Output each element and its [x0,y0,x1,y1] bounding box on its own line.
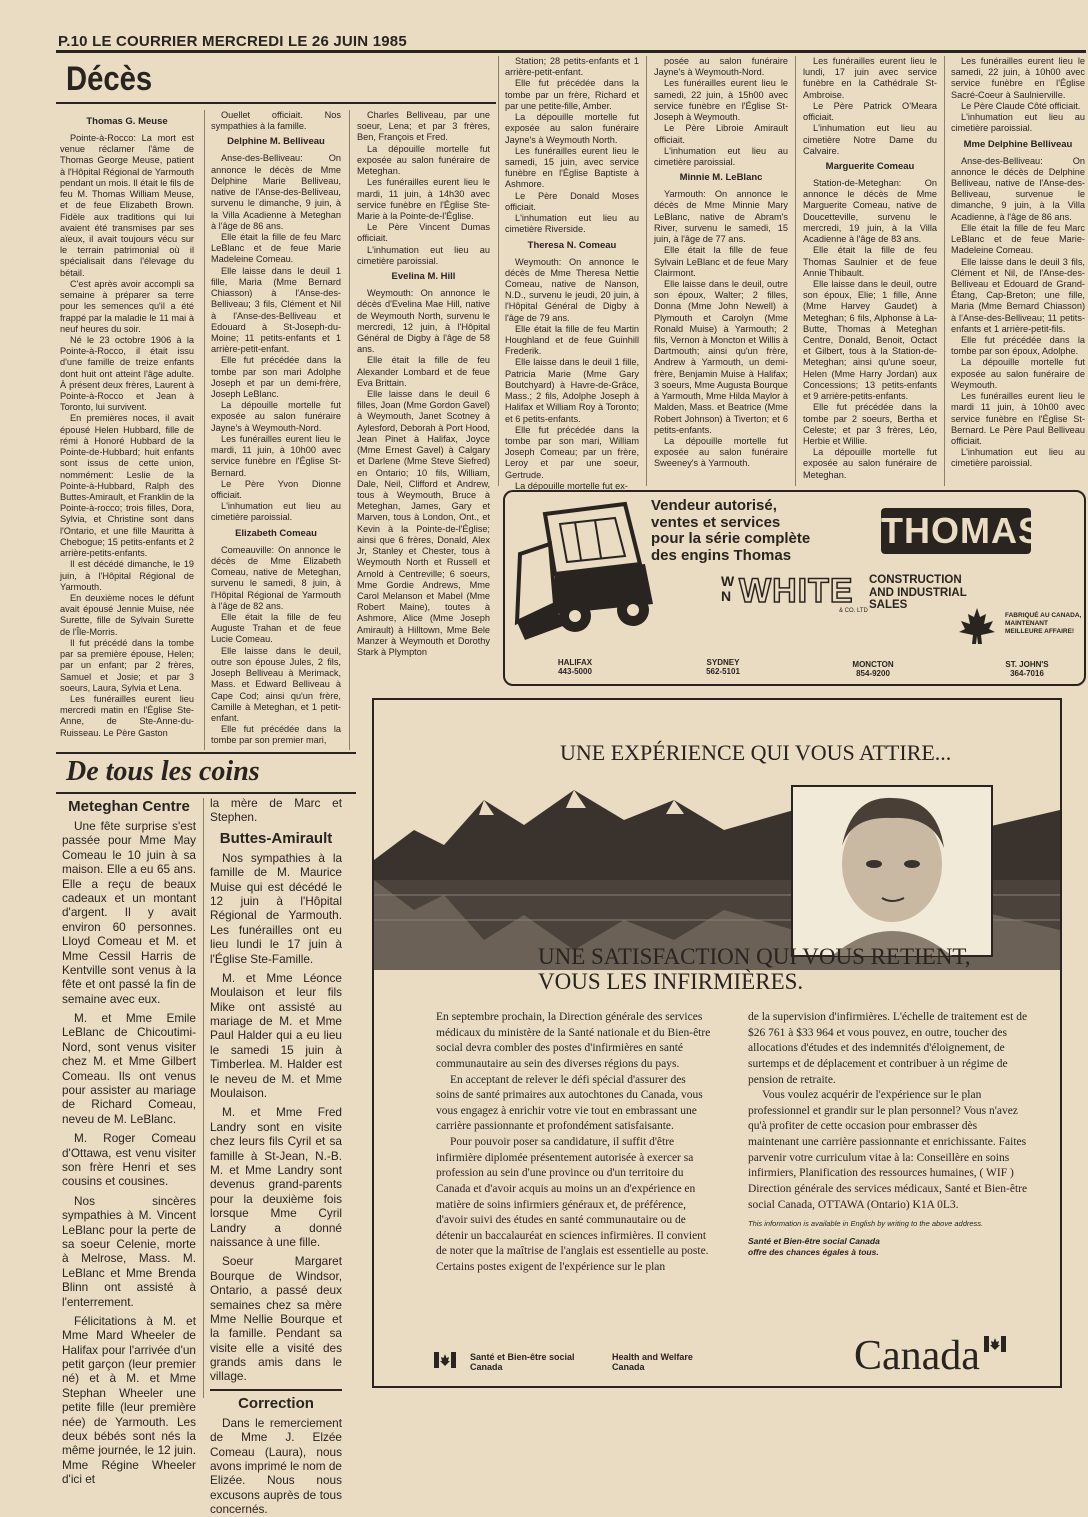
paragraph: L'inhumation eut lieu au cimetière Notre Dame du Calvaire. [803,123,937,156]
white-tagline [869,574,967,612]
city-sydney [683,658,763,676]
paragraph: Elle était la fille de feu Marc LeBlanc et de feue Marie-Madeleine Comeau. [951,222,1085,256]
paragraph: Le Père Claude Côté officiait. [961,100,1081,111]
signature-line: Canada [612,1362,645,1373]
paragraph: Les funérailles eurent lieu le mardi 11 juin, à 10h00 avec service funèbre en l'Église St-Bernard. Le Père Paul Belliveau officiait. [951,391,1085,446]
paragraph: Dans le remerciement de Mme J. Elzée Comeau (Laura), nous avons imprimé le nom de Elizée. Nous nous excusons auprès de tous concernés. [210,1415,342,1517]
deces-column-3 [357,110,490,710]
paragraph: M. et Mme Emile LeBlanc de Chicoutimi-Nord, sont venus visiter chez M. et Mme Gilbert Comeau. Ils ont venus pour assister au mariage de Richard Comeau, neveu de M. LeBlanc. [62,1011,196,1126]
column-divider [944,56,945,486]
ad-headline-line: VOUS LES INFIRMIÈRES. [538,969,804,995]
city-phone: 443-5000 [558,667,592,676]
city-st-johns [987,660,1067,678]
wordmark-flag-icon [984,1336,1006,1352]
paragraph: La dépouille mortelle fut ex- [515,480,628,491]
paragraph: Comeauville: On annonce le décès de Mme Elizabeth Comeau, native de Meteghan, survenu le samedi, 8 juin, à l'Hôpital Régional de Yarmouth à l'âge de 82 ans. [211,544,341,611]
column-divider [203,798,204,1398]
signature-line: Santé et Bien-être social [470,1352,575,1362]
deces-column-7 [951,56,1085,486]
paragraph: Anse-des-Belliveau: On annonce le décès de Delphine Belliveau, native de l'Anse-des-Belliveau, survenue le dimanche, 9 juin, à la Villa Acadienne, à l'âge de 86 ans. [951,155,1085,222]
city-moncton [833,660,913,678]
paragraph: Elle laisse dans le deuil 6 filles, Joan (Mme Gordon Gavel) à Weymouth, Janet Scotney à Aylesford, Deborah à Port Hood, Jean Pinet à Halifax, Joyce (Mme Ernest Gavel) à Calgary et Darlene (Mme Steve Siefred) en Ontario; 10 fils, William, Dale, Neil, Clifford et Andrew, tous à Weymouth, Bruce à Meteghan, James, Gary et Marven, tous à London, Ont., et Kevin à la Pointe-de-l'Église; ainsi que 6 frères, Donald, Alex Jr, Stanley et Chester, tous à Weymouth North et Russell et Arnold à Centreville; 6 soeurs, Mme Gordie Andrews, Mme Carol Melanson et Mabel (Mme Robert Maine), toutes à Ashmore, Alice (Mme Joseph Amirault) à Hilltown, Mme Bele Manzer à Weymouth et Dorothy Stark à Plympton [357,389,490,658]
paragraph: C'est après avoir accompli sa semaine à préparer sa terre pour les semences qu'il a été frappé par la maladie le 11 mai à neuf heures du soir. [60,278,194,334]
paragraph: Elle était la fille de feu Marc LeBlanc et de feue Marie Madeleine Comeau. [211,231,341,265]
paragraph: M. et Mme Léonce Moulaison et leur fils Mike ont assisté au mariage de M. et Mme Paul Halder qui a eu lieu le samedi 15 juin à Timberlea. M. Halder est le neveu de M. et Mme Moulaison. [210,970,342,1101]
column-divider [498,56,499,486]
deces-column-1 [60,112,194,748]
obituary-heading: Minnie M. LeBlanc [679,172,763,184]
paragraph: Né le 23 octobre 1906 à la Pointe-à-Rocco, il était issu d'une famille de treize enfants dont huit ont atteint l'âge adulte. À présent deux frères, Laurent à Pointe-à-Rocco et Jean à Toronto, lui survivent. [60,334,194,413]
masthead-rule [56,50,1086,53]
made-line: MAINTENANT [1005,619,1048,627]
made-line: FABRIQUÉ AU CANADA, [1005,612,1082,619]
deces-column-4 [505,56,639,491]
paragraph: La dépouille mortelle fut exposée au salon funéraire Jayne's à Weymouth North. [505,112,639,145]
obituary-heading: Thomas G. Meuse [86,116,168,127]
ad-headline-line: pour la série complète [651,530,811,547]
city-name: HALIFAX [557,658,593,667]
paragraph: Elle était la fille de feu Martin Houghland et de feue Guinhill Frederik. [505,323,639,357]
paragraph: Elle laisse dans le deuil 3 fils, Clément et Nil, de l'Anse-des-Belliveau et Edouard de Grand-Étang, Cap-Breton; une fille, Maria (Mme Bernard Chiasson) à l'Anse-des-Belliveau; 11 petits-enfants et 1 arrière-petit-fils. [951,256,1085,334]
column-divider [349,110,350,750]
paragraph: Il fut précédé dans la tombe par sa première épouse, Helen; par un enfant; par 2 frères, Samuel et Josie; et par 3 soeurs, Laura, Sylvia et Lena. [60,637,194,693]
paragraph: Le Père Yvon Dionne officiait. [211,478,341,500]
white-logo-wn: W N [721,573,735,604]
column-divider [204,110,205,750]
paragraph: Les funérailles eurent lieu mercredi matin en l'Église Ste-Anne, de Ste-Anne-du-Ruisseau. Le Père Gaston [60,693,194,738]
obituary-heading: Marguerite Comeau [825,160,915,172]
paragraph: Les funérailles eurent lieu le lundi, 17 juin avec service funèbre en la Cathédrale St-Ambroise. [803,56,937,100]
paragraph: Une fête surprise s'est passée pour Mme May Comeau le 10 juin à sa maison. Elle a eu 65 ans. Elle a reçu de beaux cadeaux et un montant d'argent. Il y avait environ 60 personnes. Lloyd Comeau et M. et Mme Cessil Harris de Kentville sont venus à la fête et ont passé la fin de semaine avec eux. [62,819,196,1006]
paragraph: Les funérailles eurent lieu le mardi, 11 juin, à 14h30 avec service funèbre en l'Église Ste-Marie à la Pointe-de-l'Église. [357,177,490,221]
paragraph: La dépouille mortelle fut exposée au salon funéraire Sweeney's à Yarmouth. [654,436,788,469]
paragraph: Les funérailles eurent lieu le samedi, 22 juin, à 15h00 avec service funèbre en l'Église St-Joseph à Weymouth. [654,78,788,123]
correction-heading: Correction [238,1394,314,1412]
paragraph: Weymouth: On annonce le décès de Mme Theresa Nettie Comeau, native de Nanson, N.D., survenu le jeudi, 20 juin, à l'Hôpital Général de Digby à l'âge de 79 ans. [505,256,639,323]
paragraph: Les funérailles eurent lieu le mardi, 11 juin, à 10h00 avec service funèbre en l'Église St-Bernard. [211,433,341,478]
white-logo-word: WHITE [739,572,854,610]
paragraph: En premières noces, il avait épousé Helen Hubbard, fille de rémi à Honoré Hubbard de la Pointe-de-Hubbard; huit enfants sont issus de cette union, nommément: Leslie de la Pointe-à-Hubbard, Ralph des Buttes-Amirault, et Franklin de la Pointe-à-rocco; trois filles, Dora, Sylvia, et Christine sont dans l'Ontario, et une fille Mauritta à Chebogue; 15 petits-enfants et 2 arrière-petits-enfants. [60,413,194,559]
paragraph: Soeur Margaret Bourque de Windsor, Ontario, a passé deux semaines chez sa mère Mme Nellie Bourque et la famille. Pendant sa visite elle a visité des grands amis dans le village. [210,1254,342,1384]
signature-french [470,1352,575,1373]
city-name: MONCTON [852,660,894,669]
white-logo-co: & CO. LTD [839,608,868,614]
paragraph: Elle fut précédée dans la tombe par son mari Adolphe Joseph et par un demi-frère, Joseph LeBlanc. [211,355,341,400]
paragraph: Pour pouvoir poser sa candidature, il suffit d'être infirmière diplomée présentement autorisée à exercer sa profession au sein d'une province ou d'un territoire du Canada et d'avoir acquis au moins un an d'expérience en matière de soins infirmiers généraux et, de préférence, d'avoir suivi des études en santé communautaire ou de détenir un baccalauréat en sciences infirmières. Il convient de noter que la maîtrise de l'anglais est essentielle au poste. Certains postes exigent de l'expérience sur le plan [436,1136,709,1273]
paragraph: Ouellet officiait. Nos sympathies à la famille. [211,110,341,132]
thomas-advertisement [503,490,1086,686]
coins-column-b [210,796,342,1517]
city-name: ST. JOHN'S [1005,660,1049,669]
paragraph: La dépouille mortelle fut exposée au salon funéraire de Meteghan. [803,447,937,480]
skid-steer-loader-illustration [515,494,665,644]
made-line: MEILLEURE AFFAIRE! [1005,627,1075,635]
paragraph: Vous voulez acquérir de l'expérience sur le plan professionnel et grandir sur le plan personnel? Vous n'avez qu'à profiter de cette occasion pour embrasser dès maintenant une carrière passionnante et enrichissante. Faites parvenir votre curriculum vitae à la: Conseillère en soins infirmiers, Planification des ressources humaines, ( WIF ) Direction générale des services médicaux, Santé et Bien-être social Canada, OTTAWA (Ontario) K1A 0L3. [748,1089,1028,1211]
english-note: This information is available in English by writing to the above address. [748,1219,984,1229]
paragraph: M. Roger Comeau d'Ottawa, est venu visiter son frère Henri et ses cousins et cousines. [62,1131,196,1189]
deces-column-5 [654,56,788,486]
paragraph: Charles Belliveau, par une soeur, Lena; et par 3 frères, Ben, François et Fred. [357,110,490,143]
equal-opportunity-note [748,1236,1030,1257]
coins-column-a [62,798,196,1487]
paragraph: Le Père Vincent Dumas officiait. [357,222,490,244]
paragraph: M. et Mme Fred Landry sont en visite chez leurs fils Cyril et sa famille à St-Jean, N.-B. M. et Mme Landry sont devenus grand-parents pour la deuxième fois lorsque Mme Cyril Landry a donné naissance à une fille. [210,1105,342,1249]
deces-rule [56,102,496,104]
paragraph: En deuxième noces le défunt avait épousé Jennie Muise, née Surette, fille de Sylvain Surette de l'Île-Morris. [60,592,194,637]
paragraph: Elle laisse dans le deuil 1 fille, Maria (Mme Bernard Chiasson) à l'Anse-des-Belliveau; 3 fils, Clément et Nil à l'Anse-des-Belliveau et Edouard à St-Joseph-du-Moine; 11 petits-enfants et 1 arrière-petit-enfant. [211,265,341,355]
paragraph: Anse-des-Belliveau: On annonce le décès de Mme Delphine Marie Belliveau, native de l'Anse-des-Belliveau, survenu le dimanche, 9 juin, à la Villa Acadienne à Meteghan à l'âge de 86 ans. [211,153,341,231]
paragraph: La dépouille mortelle fut exposée au salon funéraire Jayne's à Weymouth-Nord. [211,400,341,433]
tagline-line: CONSTRUCTION [869,574,962,586]
paragraph: L'inhumation eut lieu au cimetière Riverside. [505,213,639,235]
paragraph: Elle était la fille de feu Auguste Trahan et de feue Lucie Comeau. [211,611,341,645]
obituary-heading: Mme Delphine Belliveau [963,138,1073,150]
paragraph: Nos sympathies à la famille de M. Maurice Muise qui est décédé le 12 juin à l'Hôpital Régional de Yarmouth. Les funérailles ont eu lieu lundi le 17 juin à l'Église Ste-Famille. [210,850,342,966]
locality-heading: Meteghan Centre [68,798,190,815]
paragraph: Il est décédé dimanche, le 19 juin, à l'Hôpital Régional de Yarmouth. [60,559,194,592]
paragraph: L'inhumation eut lieu au cimetière paroissial. [951,447,1085,469]
deces-column-2 [211,110,341,748]
city-phone: 562-5101 [706,667,740,676]
thomas-logo [881,508,1043,554]
ad-headline-line: des engins Thomas [651,546,792,564]
paragraph: La dépouille mortelle fut exposée au salon funéraire de Weymouth. [951,357,1085,390]
ad-body-right [748,1010,1030,1257]
tagline-line: AND INDUSTRIAL [869,586,967,599]
section-title-deces: Décès [66,60,153,98]
ad-headline-line: Vendeur autorisé, [651,497,777,514]
correction-rule [210,1389,342,1391]
paragraph: Elle était la fille de feu Thomas Saulnier et de feue Annie Thibault. [803,245,937,278]
paragraph: Elle fut précédée dans la tombe par son premier mari, [211,724,341,746]
column-divider [795,56,796,486]
masthead: P.10 LE COURRIER MERCREDI LE 26 JUIN 1985 [58,33,407,50]
paragraph: Les funérailles eurent lieu le samedi, 15 juin, avec service funèbre en l'Église Baptiste à Ashmore. [505,145,639,190]
paragraph: Elle était la fille de feue Sylvain LeBlanc et de feue Mary Clairmont. [654,245,788,278]
paragraph: L'inhumation eut lieu au cimetière paroissial. [951,112,1085,134]
child-portrait-photo [792,786,992,956]
paragraph: Elle laisse dans le deuil, outre son époux, Walter; 2 filles, Donna (Mme John Newell) à Plymouth et Carolyn (Mme Ronald Muise) à Yarmouth; 2 fils, Vernon à Moncton et Willis à Dartmouth; ainsi qu'un frère, Andrew à Yarmouth, un demi-frère, Benjamin Muise à Halifax; 3 soeurs, Mme Augusta Bourque à Yarmouth, Mme Hilda Maylor à Malden, Mass. et Beatrice (Mme Robert Johnson) à Tiverton; et 6 petits-enfants. [654,278,788,435]
ad-headline [651,498,851,564]
ad-headline-line: ventes et services [651,513,781,531]
city-halifax [535,658,615,676]
paragraph: En septembre prochain, la Direction générale des services médicaux du ministère de la Santé nationale et du Bien-être social devra combler des postes d'infirmières en santé communautaire au sein des diverses régions du pays. [436,1011,711,1070]
coins-rule [56,792,356,794]
paragraph: Elle fut précédée dans la tombe par 2 soeurs, Bertha et Celeste; et par 3 frères, Léo, Herbie et Willie. [803,402,937,446]
paragraph: En acceptant de relever le défi spécial d'assurer des soins de santé primaires aux autochtones du Canada, vous vous engagez à enrichir votre vie tout en embrassant une carrière passionnante et profondément satisfaisante. [436,1073,703,1133]
locality-heading: Buttes-Amirault [219,829,333,847]
tagline-line: SALES [869,599,908,612]
paragraph: Félicitations à M. et Mme Mard Wheeler de Halifax pour l'arrivée d'un petit garçon (leur premier né) et à M. et Mme Stephan Wheeler une petite fille (leur première née) de Yarmouth. Les deux bébés sont nés la même journée, le 12 juin. Mme Régine Wheeler d'ici et [62,1313,196,1487]
paragraph: Les funérailles eurent lieu le samedi, 22 juin, à 10h00 avec service funèbre en l'Église Sacré-Coeur à Saulnierville. [951,56,1085,100]
paragraph: Yarmouth: On annonce le décès de Mme Minnie Mary LeBlanc, native de Abram's River, survenu le samedi, 15 juin, à l'âge de 77 ans. [654,189,788,245]
paragraph: Nos sincères sympathies à M. Vincent LeBlanc pour la perte de sa soeur Celenie, morte à Melrose, Mass. M. LeBlanc et Mme Brenda Blinn ont assisté à l'enterrement. [62,1193,196,1309]
paragraph: la mère de Marc et Stephen. [210,796,342,825]
paragraph: Elle laisse dans le deuil, outre son épouse Jules, 2 fils, Joseph Belliveau à Merimack, Mass. et Edward Belliveau à Cape Cod; ainsi qu'un frère, Camille à Meteghan, et 1 petit-enfant. [211,645,341,723]
paragraph: Pointe-à-Rocco: La mort est venue réclamer l'âme de Thomas George Meuse, patient à l'Hôpital Régional de Yarmouth pendant un mois. Il était le fils de feu M. Thomas William Meuse, et de feue Elizabeth Brown. Fidèle aux traditions qui lui avaient été transmises par ses aïeux, il avait toujours vécu sur le terrain patrimonial où il spécialisait dans l'élevage du bétail. [60,133,194,278]
paragraph: de la supervision d'infirmières. L'échelle de traitement est de $26 761 à $33 964 et vous pouvez, en outre, toucher des allocations d'études et des indemnités d'éloignement, de surtemps et de déplacement et contribuer à un régime de pension de retraite. [748,1011,1028,1086]
city-phone: 364-7016 [1010,669,1044,678]
canada-flag-icon [434,1352,456,1368]
canada-wordmark: Canada [854,1333,980,1379]
coins-rule-top [56,752,356,754]
signature-line: Health and Welfare [612,1352,693,1362]
equal-line: offre des chances égales à tous. [748,1246,879,1257]
obituary-heading: Elizabeth Comeau [235,527,317,539]
thomas-logo-text: THOMAS [881,510,1043,551]
paragraph: L'inhumation eut lieu au cimetière paroissial. [357,244,490,266]
paragraph: Elle fut précédée dans la tombe par son mari, William Joseph Comeau; par un frère, Leroy et par une soeur, Gertrude. [505,424,639,480]
paragraph: L'inhumation eut lieu au cimetière paroissial. [211,501,341,523]
paragraph: L'inhumation eut lieu au cimetière paroissial. [654,145,788,167]
paragraph: Elle laisse dans le deuil, outre son époux, Elie; 1 fille, Anne (Mme Harvey Gaudet) à Meteghan; 6 fils, Alphonse à La-Butte, Thomas à Meteghan Centre, Donald, Benoit, Octact et Gilbert, tous à la Station-de-Meteghan; ainsi qu'une soeur, Helen (Mme Harry Jordan) aux Concessions; 13 petits-enfants et 9 arrière-petits-enfants. [803,278,937,402]
obituary-heading: Evelina M. Hill [391,271,456,283]
paragraph: Elle était la fille de feu Alexander Lombard et de feue Eva Brittain. [357,355,490,388]
obituary-heading: Delphine M. Belliveau [227,136,325,148]
obituary-heading: Theresa N. Comeau [527,239,617,251]
paragraph: Weymouth: On annonce le décès d'Evelina Mae Hill, native de Weymouth North, survenu le mercredi, 12 juin, à l'Hôpital Général de Digby à l'âge de 58 ans. [357,288,490,355]
equal-line: Santé et Bien-être social Canada [748,1236,880,1247]
paragraph: Elle laisse dans le deuil 1 fille, Patricia Marie (Mme Gary Boutchyard) à Havre-de-Grâce, Mass.; 2 fils, Adolphe Joseph à Halifax et William Roy à Toronto; et 6 petits-enfants. [505,357,639,424]
ad-headline-line: UNE SATISFACTION QUI VOUS RETIENT, [538,944,971,969]
paragraph: Le Père Patrick O'Meara officiait. [803,100,937,123]
column-divider [646,56,647,486]
paragraph: Le Père Donald Moses officiait. [505,190,639,212]
signature-line: Canada [470,1362,503,1373]
signature-english [612,1352,693,1373]
paragraph: posée au salon funéraire Jayne's à Weymouth-Nord. [654,56,788,78]
paragraph: Station-de-Meteghan: On annonce le décès de Mme Marguerite Comeau, native de Doucetteville, survenu le mercredi, 19 juin, à la Villa Acadienne à l'âge de 83 ans. [803,177,937,245]
paragraph: Elle fut précédée dans la tombe par son époux, Adolphe. [951,335,1085,357]
paragraph: La dépouille mortelle fut exposée au salon funéraire de Meteghan. [357,143,490,177]
city-name: SYDNEY [706,658,740,667]
paragraph: Le Père Libroie Amirault officiait. [654,123,788,145]
deces-column-6 [803,56,937,486]
made-in-canada [1005,612,1081,635]
ad-body-left [436,1010,712,1276]
paragraph: Station; 28 petits-enfants et 1 arrière-petit-enfant. [505,56,639,78]
white-logo [721,572,871,612]
ad-headline-top: UNE EXPÉRIENCE QUI VOUS ATTIRE... [560,740,952,765]
city-phone: 854-9200 [856,669,890,678]
health-canada-advertisement [372,698,1062,1388]
section-title-coins: De tous les coins [66,756,260,787]
paragraph: Elle fut précédée dans la tombe par un frère, Richard et par une petite-fille, Amber. [505,78,639,111]
ad-headline-bottom [538,944,971,995]
maple-leaf-icon [957,606,997,646]
